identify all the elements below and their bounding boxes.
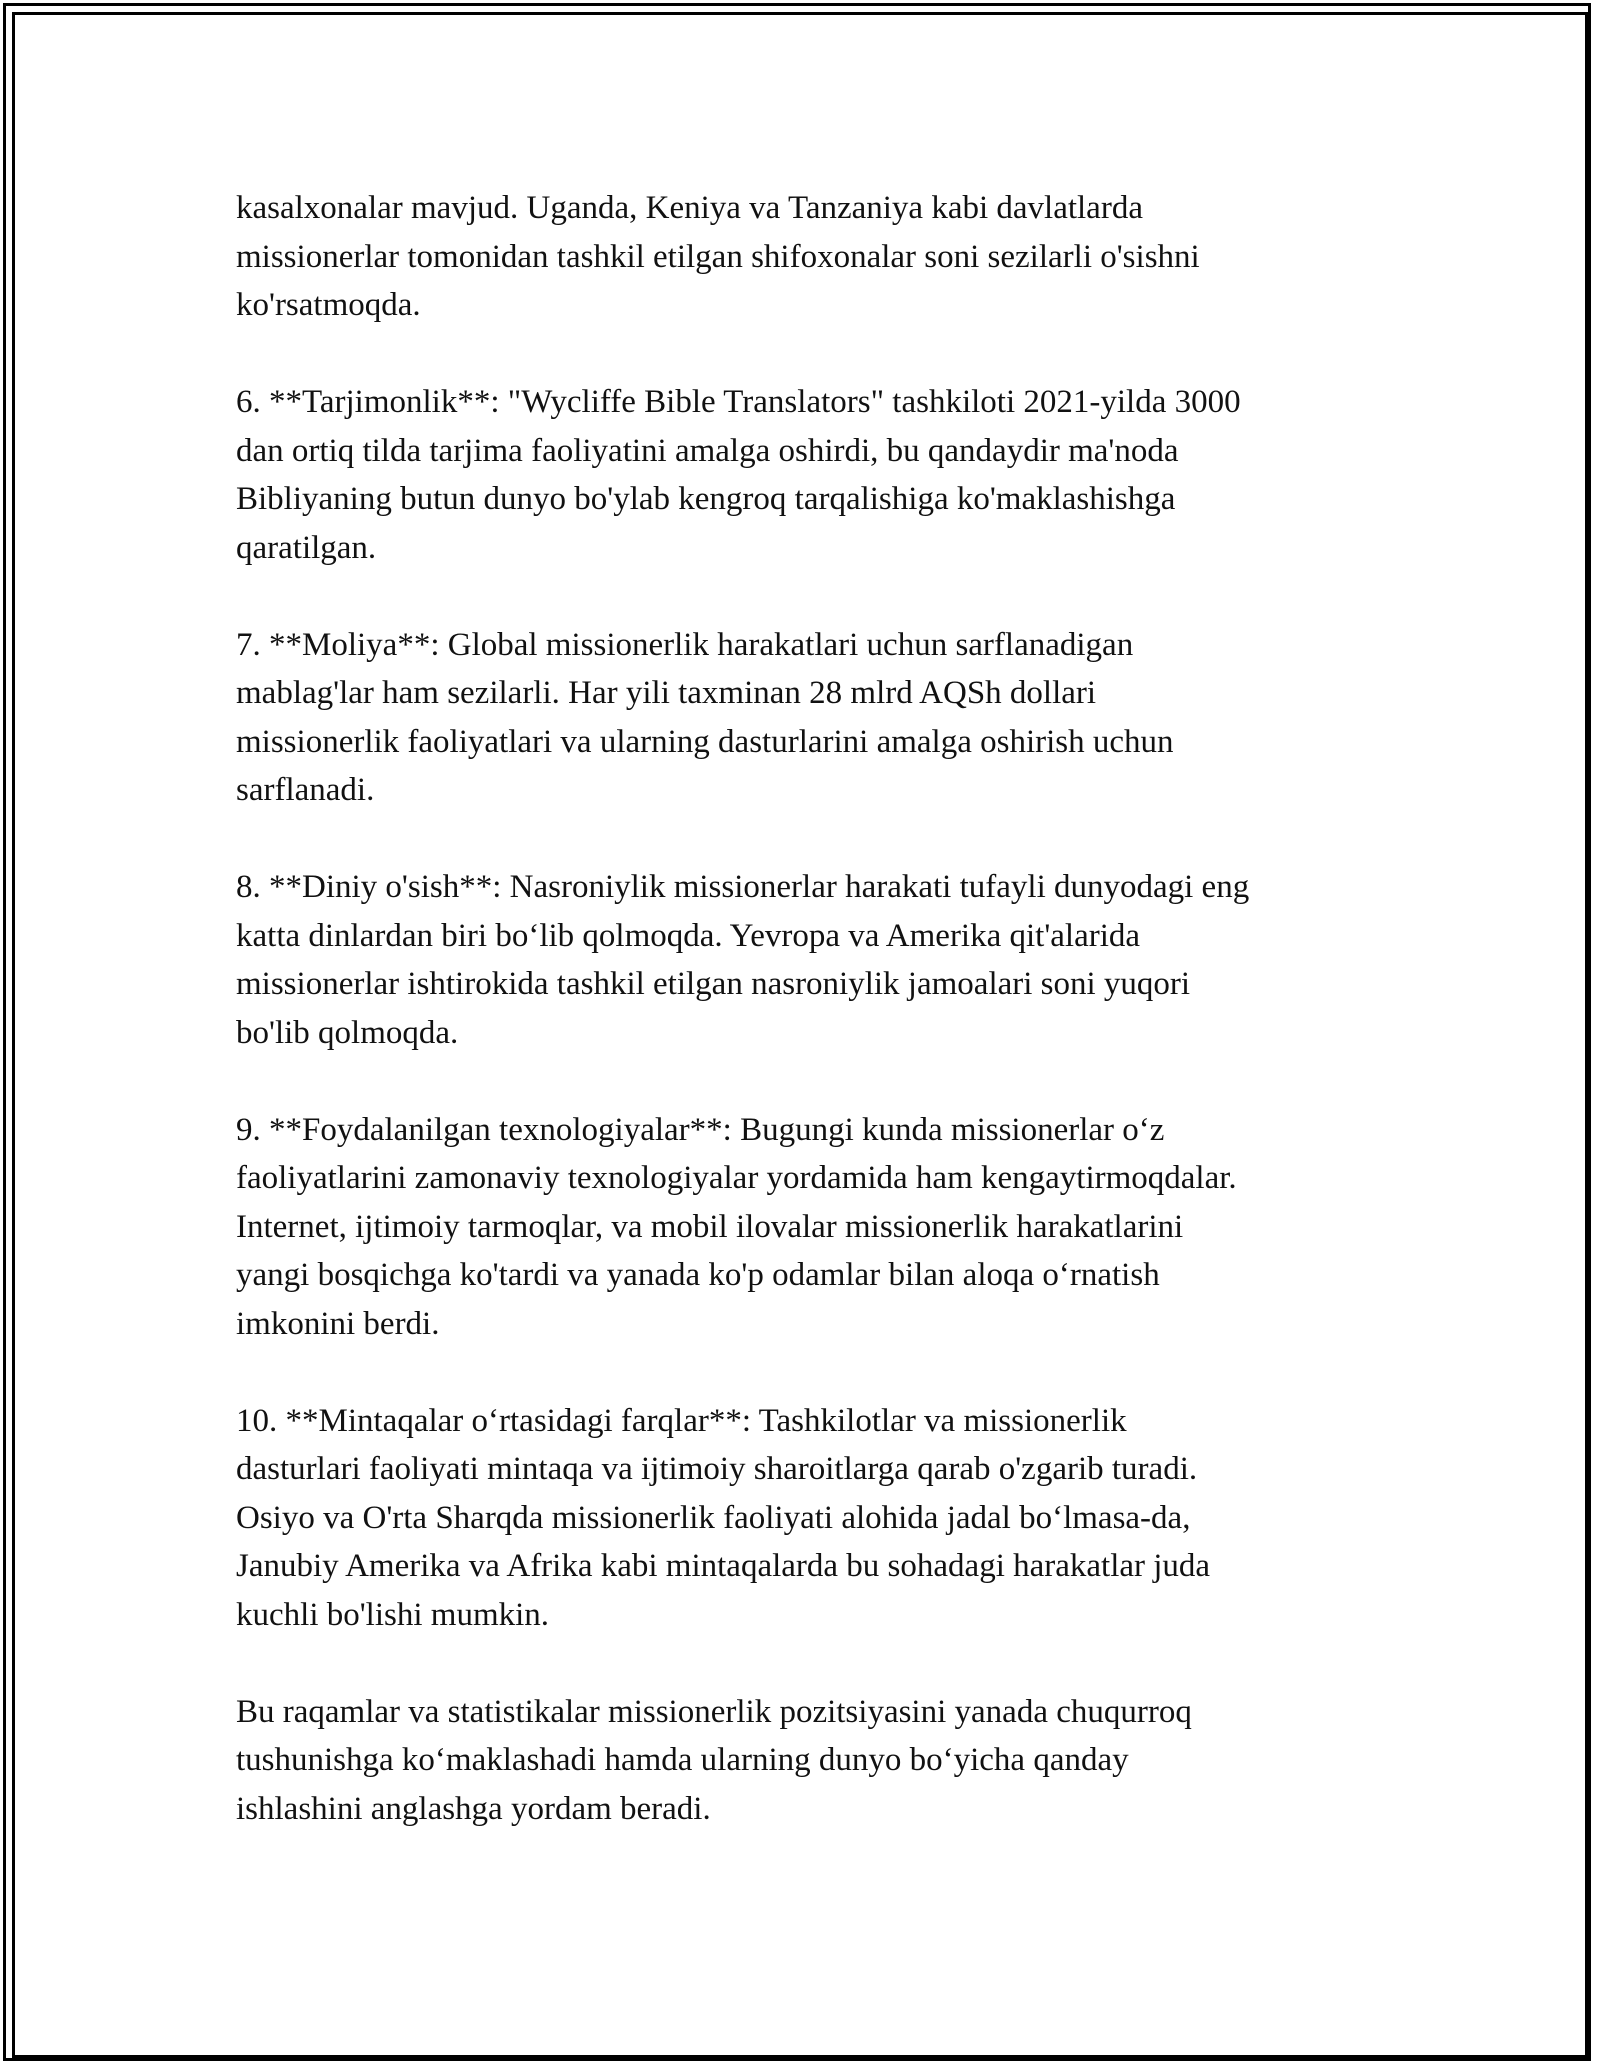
text-line: katta dinlardan biri bo‘lib qolmoqda. Yevropa va Amerika qit'alarida	[236, 917, 1141, 954]
text-line: kuchli bo'lishi mumkin.	[236, 1596, 550, 1633]
paragraph-item-8-religious-growth	[236, 863, 1396, 1057]
paragraph-item-7-finance	[236, 621, 1396, 815]
text-line: 9. **Foydalanilgan texnologiyalar**: Bugungi kunda missionerlar o‘z	[236, 1111, 1165, 1148]
text-line: bo'lib qolmoqda.	[236, 1014, 459, 1051]
text-line: Bu raqamlar va statistikalar missionerlik pozitsiyasini yanada chuqurroq	[236, 1693, 1192, 1730]
text-line: ko'rsatmoqda.	[236, 287, 421, 323]
text-line: mablag'lar ham sezilarli. Har yili taxminan 28 mlrd AQSh dollari	[236, 675, 1097, 711]
text-line: 7. **Moliya**: Global missionerlik harakatlari uchun sarflanadigan	[236, 626, 1134, 663]
text-line: Janubiy Amerika va Afrika kabi mintaqalarda bu sohadagi harakatlar juda	[236, 1548, 1211, 1584]
text-line: Internet, ijtimoiy tarmoqlar, va mobil ilovalar missionerlik harakatlarini	[236, 1208, 1184, 1245]
text-line: yangi bosqichga ko'tardi va yanada ko'p odamlar bilan aloqa o‘rnatish	[236, 1257, 1160, 1293]
text-line: tushunishga ko‘maklashadi hamda ularning dunyo bo‘yicha qanday	[236, 1742, 1129, 1778]
text-line: qaratilgan.	[236, 529, 377, 566]
text-line: missionerlar tomonidan tashkil etilgan shifoxonalar soni sezilarli o'sishni	[236, 238, 1200, 275]
paragraph-hospitals-continued	[236, 184, 1396, 330]
paragraph-conclusion	[236, 1688, 1396, 1834]
text-line: dasturlari faoliyati mintaqa va ijtimoiy sharoitlarga qarab o'zgarib turadi.	[236, 1451, 1198, 1487]
document-body	[236, 184, 1396, 1882]
text-line: 8. **Diniy o'sish**: Nasroniylik missionerlar harakati tufayli dunyodagi eng	[236, 869, 1250, 905]
text-line: faoliyatlarini zamonaviy texnologiyalar yordamida ham kengaytirmoqdalar.	[236, 1160, 1237, 1196]
text-line: missionerlar ishtirokida tashkil etilgan nasroniylik jamoalari soni yuqori	[236, 966, 1191, 1002]
text-line: missionerlik faoliyatlari va ularning dasturlarini amalga oshirish uchun	[236, 723, 1174, 760]
paragraph-item-10-regional-differences	[236, 1397, 1396, 1640]
text-line: 6. **Tarjimonlik**: "Wycliffe Bible Translators" tashkiloti 2021-yilda 3000	[236, 384, 1241, 420]
text-line: Bibliyaning butun dunyo bo'ylab kengroq tarqalishiga ko'maklashishga	[236, 481, 1176, 517]
paragraph-item-6-translation	[236, 378, 1396, 572]
text-line: dan ortiq tilda tarjima faoliyatini amalga oshirdi, bu qandaydir ma'noda	[236, 432, 1179, 469]
text-line: ishlashini anglashga yordam beradi.	[236, 1790, 711, 1827]
text-line: imkonini berdi.	[236, 1305, 440, 1342]
paragraph-item-9-technologies	[236, 1106, 1396, 1349]
text-line: Osiyo va O'rta Sharqda missionerlik faoliyati alohida jadal bo‘lmasa-da,	[236, 1499, 1191, 1536]
text-line: sarflanadi.	[236, 772, 375, 808]
text-line: 10. **Mintaqalar o‘rtasidagi farqlar**: Tashkilotlar va missionerlik	[236, 1402, 1127, 1439]
text-line: kasalxonalar mavjud. Uganda, Keniya va Tanzaniya kabi davlatlarda	[236, 190, 1143, 226]
